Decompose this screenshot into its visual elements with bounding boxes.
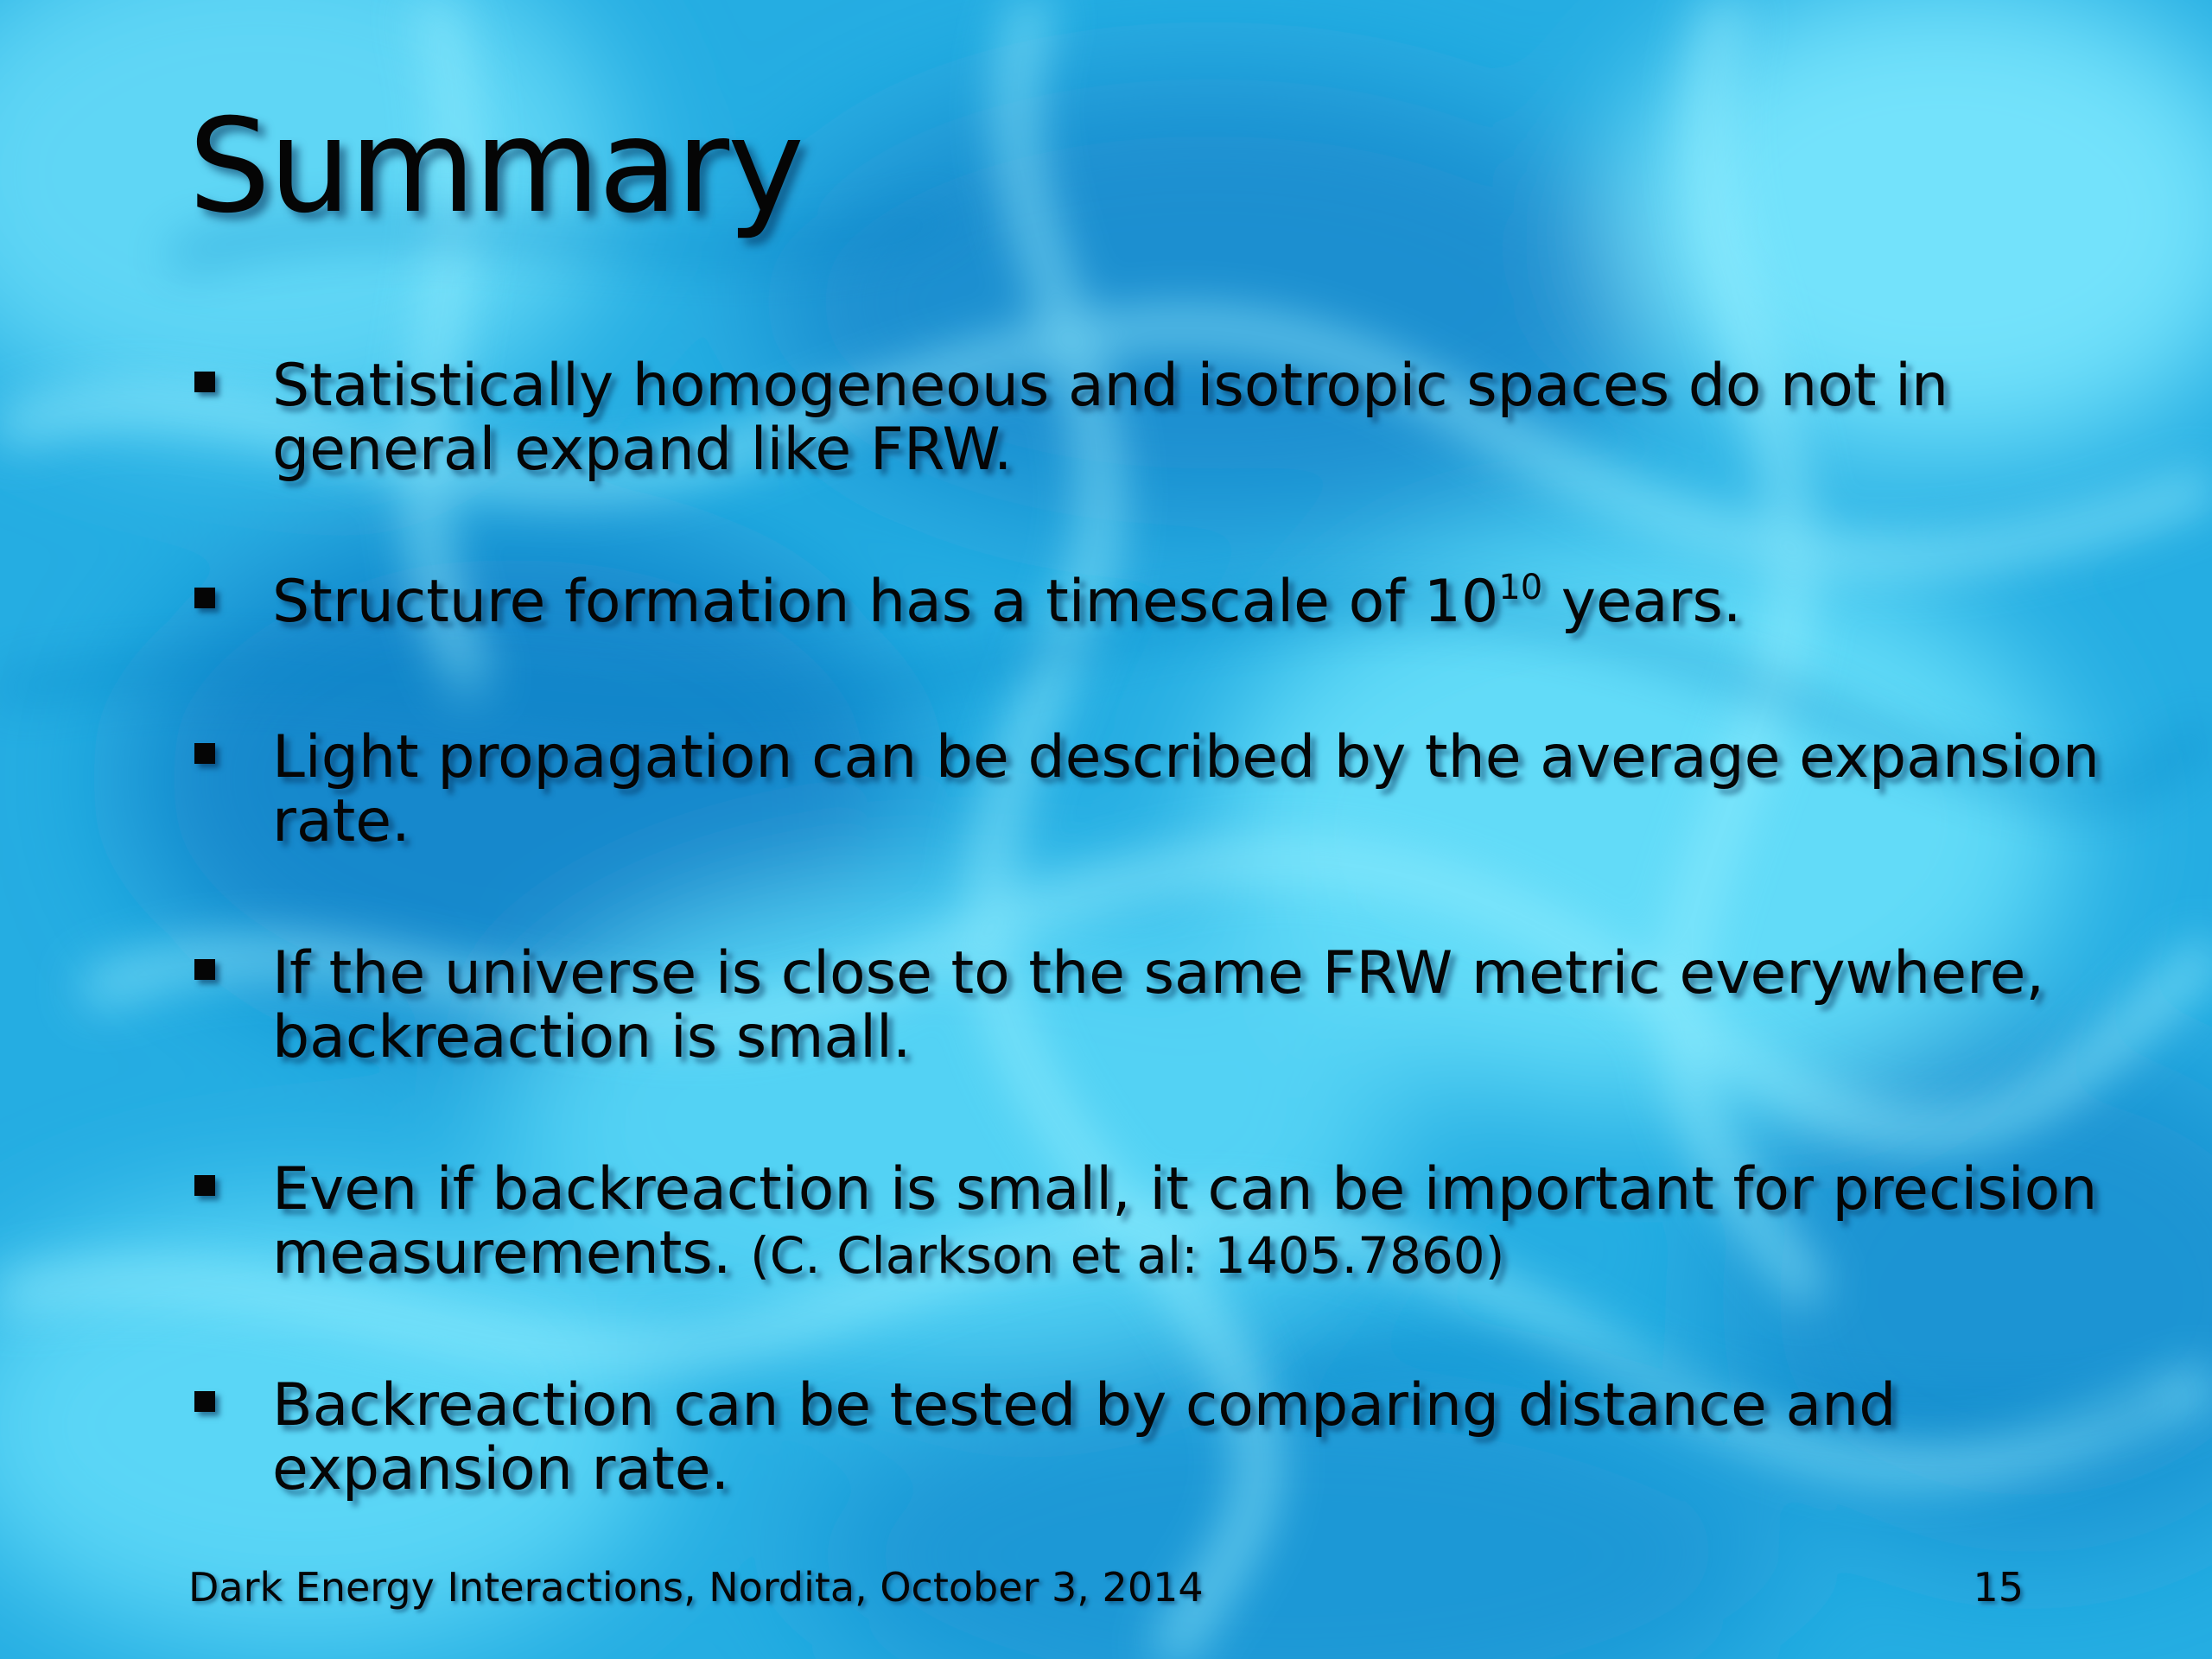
square-bullet-icon xyxy=(194,959,215,980)
bullet-text xyxy=(272,1155,2104,1287)
footer-text: Dark Energy Interactions, Nordita, October 3, 2014 xyxy=(188,1564,1204,1611)
citation: (C. Clarkson et al: 1405.7860) xyxy=(750,1226,1505,1285)
bullet-text-tail: years. xyxy=(1542,568,1742,636)
bullet-text: Light propagation can be described by the average expansion rate. xyxy=(272,723,2100,855)
bullet-text xyxy=(272,570,2104,634)
bullet-text-main: Structure formation has a timescale of 10 xyxy=(272,568,1499,636)
square-bullet-icon xyxy=(194,372,215,392)
bullet-text: If the universe is close to the same FRW metric everywhere, backreaction is small. xyxy=(272,939,2045,1071)
square-bullet-icon xyxy=(194,743,215,764)
page-number: 15 xyxy=(1973,1564,2024,1611)
exponent: 10 xyxy=(1498,568,1543,607)
slide-title: Summary xyxy=(188,92,803,242)
bullet-text: Backreaction can be tested by comparing distance and expansion rate. xyxy=(272,1371,1897,1503)
square-bullet-icon xyxy=(194,588,215,608)
bullet-text-main: Even if backreaction is small, it can be important for precision measurements. xyxy=(272,1155,2098,1287)
square-bullet-icon xyxy=(194,1175,215,1196)
square-bullet-icon xyxy=(194,1391,215,1412)
bullet-text: Statistically homogeneous and isotropic spaces do not in general expand like FRW. xyxy=(272,352,1949,484)
